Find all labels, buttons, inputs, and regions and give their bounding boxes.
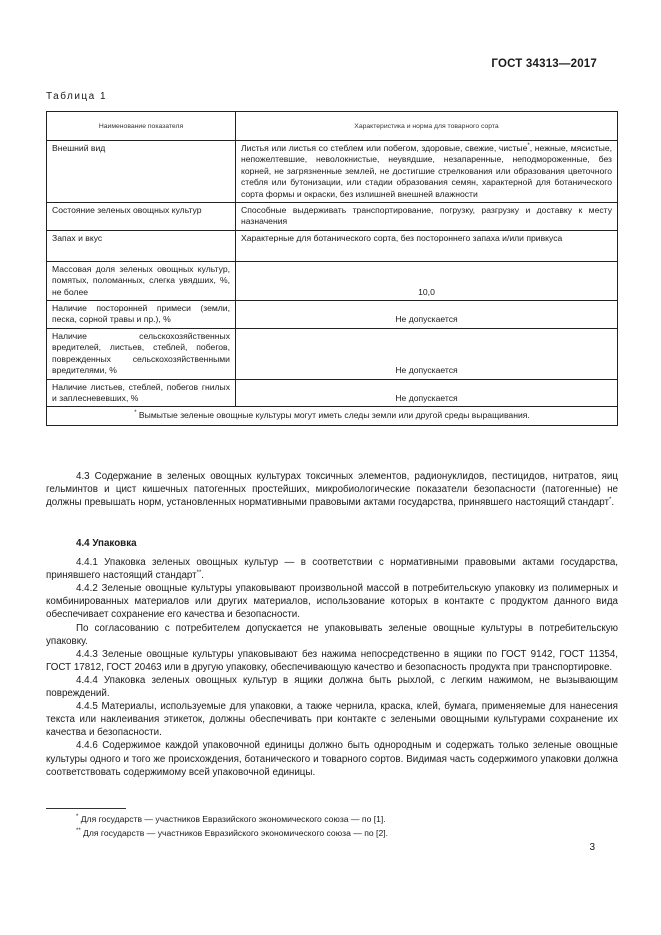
paragraph-4-4-6: 4.4.6 Содержимое каждой упаковочной единицы должно быть однородным и содержать только зеленые овощные культуры одного и того же происхождения, ботанического и товарного сортов. Видимая часть содержимого упаковки должна соответствовать содержимому всей упаковочной единицы. [46, 740, 618, 778]
paragraph-4-4-2b: По согласованию с потребителем допускается не упаковывать зеленые овощные культуры в потребительскую упаковку. [46, 622, 618, 647]
table-header-row [47, 112, 618, 141]
row-name: Наличие посторонней примеси (земли, песка, сорной травы и пр.), % [47, 301, 236, 329]
row-name: Массовая доля зеленых овощных культур, помятых, поломанных, слегка увядших, %, не более [47, 261, 236, 300]
col-header-indicator: Наименование показателя [47, 112, 236, 141]
page-number: 3 [589, 842, 595, 853]
row-name: Внешний вид [47, 141, 236, 203]
table-row [47, 141, 618, 203]
page-footnotes [46, 812, 618, 840]
row-name: Состояние зеленых овощных культур [47, 203, 236, 231]
paragraph-4-4-3: 4.4.3 Зеленые овощные культуры упаковывают без нажима непосредственно в ящики по ГОСТ 9142, ГОСТ 11354, ГОСТ 17812, ГОСТ 20463 или в другую упаковку, обеспечивающую качество и безопасность продукта при транспортировке. [46, 648, 618, 673]
table-row [47, 328, 618, 379]
row-name: Наличие сельскохозяйственных вредителей, листьев, стеблей, побегов, поврежденных сельскохозяйственными вредителями, % [47, 328, 236, 379]
table-row [47, 261, 618, 300]
row-value: Способные выдерживать транспортирование, погрузку, разгрузку и доставку к месту назначения [236, 203, 618, 231]
paragraph-4-4-4: 4.4.4 Упаковка зеленых овощных культур в ящики должна быть рыхлой, с легким нажимом, не вызывающим повреждений. [46, 674, 618, 700]
row-value: Не допускается [236, 328, 618, 379]
document-code: ГОСТ 34313—2017 [491, 58, 597, 70]
paragraph-4-4-2: 4.4.2 Зеленые овощные культуры упаковывают произвольной массой в потребительскую упаковку из полимерных и комбинированных материалов или других материалов, использование которых в контакте с продуктом данного вида обеспечивает сохранение его качества и безопасности. [46, 583, 618, 621]
footnote-2: ** Для государств — участников Евразийского экономического союза — по [2]. [76, 828, 389, 838]
paragraph-4-4-5: 4.4.5 Материалы, используемые для упаковки, а также чернила, краска, клей, бумага, применяемые для нанесения текста или наклеивания этикеток, должны обеспечивать при контакте с зелеными овощными культурами сохранение их качества и безопасности. [46, 701, 618, 739]
table-row [47, 301, 618, 329]
footnote-rule [46, 808, 126, 809]
row-value: Листья или листья со стеблем или побегом, здоровые, свежие, чистые*, нежные, мясистые, непожелтевшие, неволокнистые, неувядшие, незапаренные, неподмороженные, без корней, не загрязненные землей, не достигшие стрелкования или образования цветочного стебля или бутонизации, или стадии образования семян, характерной для ботанического сорта формы и окраски, без излишней внешней влажности [236, 141, 618, 203]
paragraph-4-4-1: 4.4.1 Упаковка зеленых овощных культур — в соответствии с нормативными правовыми актами государства, принявшего настоящий стандарт**. [46, 557, 618, 582]
table-footnote-row [47, 407, 618, 425]
body-section-4-3 [46, 470, 618, 509]
row-value: Характерные для ботанического сорта, без постороннего запаха и/или привкуса [236, 230, 618, 261]
table-title: Таблица 1 [46, 91, 108, 102]
footnote-1: * Для государств — участников Евразийского экономического союза — по [1]. [76, 814, 386, 824]
table-footnote: * Вымытые зеленые овощные культуры могут иметь следы земли или другой среды выращивания. [47, 407, 618, 425]
col-header-norm: Характеристика и норма для товарного сорта [236, 112, 618, 141]
row-name: Запах и вкус [47, 230, 236, 261]
table-row [47, 379, 618, 407]
row-value: Не допускается [236, 301, 618, 329]
table-row [47, 203, 618, 231]
row-value: Не допускается [236, 379, 618, 407]
section-heading-4-4: 4.4 Упаковка [76, 538, 137, 549]
row-value: 10,0 [236, 261, 618, 300]
body-section-4-4 [46, 537, 618, 779]
row-name: Наличие листьев, стеблей, побегов гнилых и заплесневевших, % [47, 379, 236, 407]
requirements-table [46, 111, 618, 426]
table-row [47, 230, 618, 261]
paragraph-4-3: 4.3 Содержание в зеленых овощных культурах токсичных элементов, радионуклидов, пестицидов, нитратов, яиц гельминтов и цист кишечных патогенных простейших, микробиологические показатели безопасности (патогенные) не должны превышать норм, установленных нормативными правовыми актами государства, принявшего настоящий стандарт*. [46, 471, 618, 509]
